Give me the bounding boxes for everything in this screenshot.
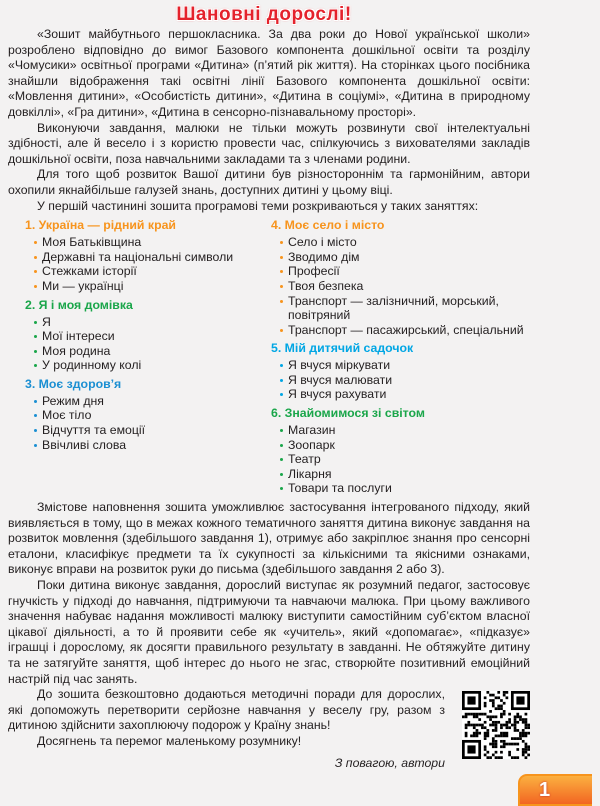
topic-heading: 4. Моє село і місто [271, 218, 385, 233]
intro-paragraph: Для того щоб розвиток Вашої дитини був різностороннім та гармонійним, автори охопили якнайбільше галузей знань, доступних дитині у цьому віці. [8, 167, 530, 197]
closing-section [8, 687, 530, 771]
bullet-icon [280, 256, 283, 259]
bullet-icon [34, 444, 37, 447]
list-item [280, 279, 530, 294]
list-item-label: Лікарня [288, 466, 332, 481]
list-item [34, 423, 271, 438]
intro-paragraph: У першій частинині зошита програмові теми розкриваються у таких заняттях: [37, 198, 479, 213]
topic-section [25, 218, 271, 293]
topic-heading: 6. Знайомимося зі світом [271, 406, 425, 421]
list-item [34, 264, 271, 279]
list-item [280, 294, 530, 323]
list-item-label: Ми — українці [42, 278, 124, 293]
list-item-label: Стежками історії [42, 264, 137, 279]
topic-section [271, 406, 530, 496]
topics [8, 214, 530, 496]
list-item [34, 358, 271, 373]
topic-list [271, 423, 530, 496]
topic-section [25, 377, 271, 452]
list-item [34, 279, 271, 294]
list-item [280, 323, 530, 338]
topic-heading: 3. Моє здоров’я [25, 376, 122, 391]
page-title: Шановні дорослі! [176, 4, 352, 25]
list-item-label: Моя Батьківщина [42, 235, 142, 250]
list-item-label: Твоя безпека [288, 278, 364, 293]
list-item-label: Я вчуся малювати [288, 372, 393, 387]
topic-heading: 5. Мій дитячий садочок [271, 341, 414, 356]
closing-paragraph: До зошита безкоштовно додаються методичні поради для дорослих, які допоможуть перетворити серйозне навчання у веселу гру, разом з дитиною здійснити захоплюючу подорож у Країну знань! [8, 687, 445, 733]
list-item-label: Село і місто [288, 235, 357, 250]
bullet-icon [34, 241, 37, 244]
list-item [34, 438, 271, 453]
list-item-label: Транспорт — залізничний, морський, повітряний [288, 293, 499, 323]
bullet-icon [280, 458, 283, 461]
list-item [280, 387, 530, 402]
list-item-label: Зоопарк [288, 437, 335, 452]
topics-left-column [8, 214, 271, 496]
list-item [34, 235, 271, 250]
page-number: 1 [539, 778, 551, 801]
bullet-icon [34, 350, 37, 353]
topic-list [271, 235, 530, 337]
list-item-label: Я вчуся міркувати [288, 358, 391, 373]
list-item-label: Театр [288, 452, 321, 467]
list-item-label: Моя родина [42, 343, 111, 358]
list-item [280, 467, 530, 482]
list-item [280, 438, 530, 453]
list-item-label: Відчуття та емоції [42, 423, 146, 438]
bullet-icon [34, 414, 37, 417]
bullet-icon [280, 285, 283, 288]
topic-section [271, 218, 530, 337]
signoff: З повагою, автори [334, 755, 445, 770]
topic-list [25, 235, 271, 293]
bullet-icon [280, 379, 283, 382]
bullet-icon [34, 364, 37, 367]
closing-text [8, 687, 445, 771]
topic-list [271, 358, 530, 402]
bullet-icon [34, 285, 37, 288]
bullet-icon [280, 429, 283, 432]
list-item-label: Товари та послуги [288, 481, 392, 496]
topic-list [25, 315, 271, 373]
bullet-icon [280, 444, 283, 447]
bullet-icon [34, 400, 37, 403]
list-item-label: Режим дня [42, 393, 104, 408]
topic-section [25, 298, 271, 373]
list-item [34, 250, 271, 265]
list-item-label: Моє тіло [42, 408, 92, 423]
bullet-icon [280, 300, 283, 303]
list-item-label: Я [42, 314, 51, 329]
list-item [34, 315, 271, 330]
topic-heading: 2. Я і моя домівка [25, 297, 133, 312]
list-item-label: Зводимо дім [288, 249, 360, 264]
body-text [8, 500, 530, 687]
bullet-icon [34, 335, 37, 338]
list-item [280, 235, 530, 250]
bullet-icon [280, 393, 283, 396]
bullet-icon [280, 270, 283, 273]
bullet-icon [280, 241, 283, 244]
list-item [34, 394, 271, 409]
intro-paragraph: Виконуючи завдання, малюки не тільки можуть розвинути свої інтелектуальні здібності, але й весело і з користю провести час, спілкуючись з вихователями закладів дошкільної освіти, поза навчальними закладами та з членами родини. [8, 120, 530, 166]
list-item [280, 250, 530, 265]
bullet-icon [34, 256, 37, 259]
bullet-icon [34, 429, 37, 432]
list-item-label: Державні та національні символи [42, 249, 234, 264]
list-item [34, 408, 271, 423]
list-item-label: Я вчуся рахувати [288, 387, 387, 402]
list-item-label: Професії [288, 264, 340, 279]
bullet-icon [34, 321, 37, 324]
bullet-icon [280, 364, 283, 367]
list-item [280, 264, 530, 279]
list-item [280, 373, 530, 388]
page-number-badge [518, 774, 592, 806]
list-item [34, 329, 271, 344]
intro-paragraph: «Зошит майбутнього першокласника. За два роки до Нової української школи» розроблено відповідно до вимог Базового компонента дошкільної освіти та розділу «Чомусики» освітньої програми «Дитина» (п’ятий рік життя). На сторінках цього посібника знайшли відображення такі освітні лінії Базового компонента дошкільної освіти: «Мовлення дитини», «Особистість дитини», «Дитина в соціумі», «Дитина в природному довкіллі», «Гра дитини», «Дитина в сенсорно-пізнавальному просторі». [8, 27, 530, 119]
page-footer [0, 774, 592, 806]
topic-section [271, 341, 530, 402]
list-item-label: Магазин [288, 423, 336, 438]
list-item [280, 481, 530, 496]
list-item [280, 423, 530, 438]
list-item-label: Ввічливі слова [42, 437, 127, 452]
qr-code-icon [462, 691, 530, 759]
topic-list [25, 394, 271, 452]
list-item-label: Транспорт — пасажирський, спеціальний [288, 322, 524, 337]
bullet-icon [280, 329, 283, 332]
list-item-label: У родинному колі [42, 358, 142, 373]
intro-text [8, 27, 530, 214]
body-paragraph: Поки дитина виконує завдання, дорослий виступає як розумний педагог, застосовує гнучкість у підході до навчання, підтримуючи та навчаючи малюка. При цьому важливого значення набуває надання можливості малюку виступити самостійним суб’єктом власної цікавої діяльності, а то й проявити себе як «учитель», який «допомагає», «підказує» іграшці і дорослому, як досягти правильного результату в завданні. Не обтяжуйте дитину та не затягуйте заняття, щоб інтерес до нього не згас, створюйте позитивний емоційний настрій під час занять. [8, 578, 530, 686]
list-item [280, 452, 530, 467]
closing-paragraph: Досягнень та перемог маленькому розумнику! [37, 733, 302, 748]
list-item [34, 344, 271, 359]
list-item-label: Мої інтереси [42, 329, 115, 344]
bullet-icon [280, 487, 283, 490]
body-paragraph: Змістове наповнення зошита уможливлює застосування інтегрованого підходу, який виявляється в тому, що в межах кожного тематичного заняття дитина виконує завдання на розвиток мовлення (здебільшого завдання 1), отримує або закріплює знання про сенсорні еталони, класифікує предмети та їх сукупності за кількісними та якісними ознаками, виконує вправи на розвиток руки до письма (здебільшого завдання 2 або 3). [8, 500, 530, 577]
bullet-icon [280, 473, 283, 476]
bullet-icon [34, 270, 37, 273]
topics-right-column [271, 214, 530, 496]
list-item [280, 358, 530, 373]
topic-heading: 1. Україна — рідний край [25, 218, 176, 233]
